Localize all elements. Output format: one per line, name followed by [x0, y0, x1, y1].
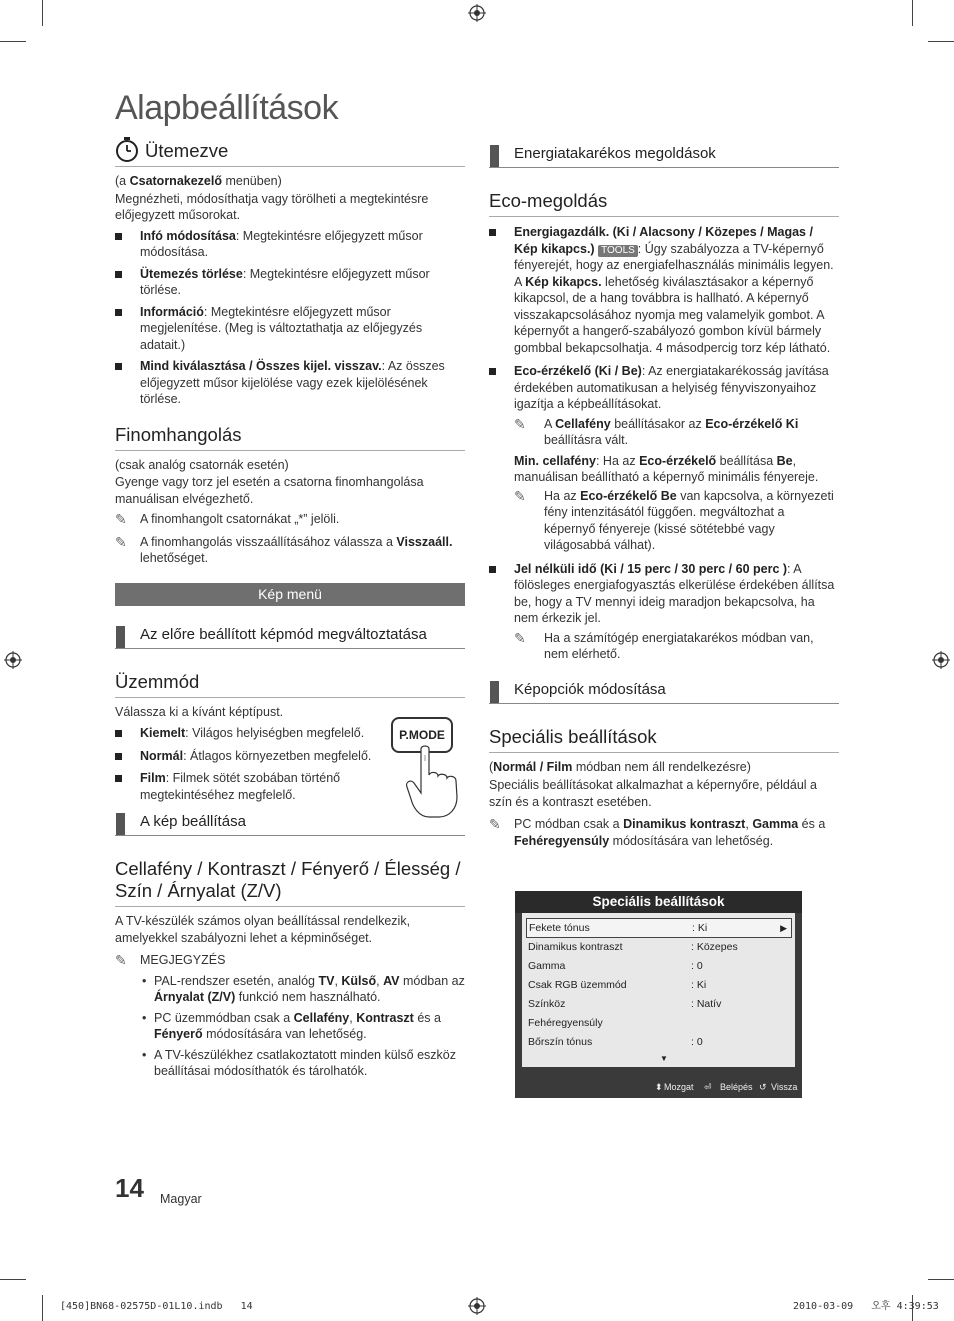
list-item: Ütemezés törlése: Megtekintésre előjegyzett műsor törlése. — [115, 266, 465, 299]
page-title: Alapbeállítások — [115, 89, 339, 127]
foot-back: Vissza — [771, 1082, 798, 1092]
list-item: • A TV-készülékhez csatlakoztatott minden külső eszköz beállításai módosíthatók és tárolhatók. — [142, 1047, 457, 1078]
page-number: 14 — [115, 1173, 144, 1203]
osd-row[interactable]: Színköz : Natív — [528, 998, 722, 1010]
pencil-icon: ✎ — [514, 629, 526, 646]
section-heading-eco: Eco-megoldás — [489, 190, 839, 217]
subsection-bar: Képopciók módosítása — [489, 681, 839, 704]
osd-row[interactable]: Bőrszín tónus : 0 — [528, 1036, 703, 1048]
crop-mark — [928, 41, 954, 42]
footer-file-info: [450]BN68-02575D-01L10.indb 14 — [60, 1301, 253, 1312]
section-heading-uzemmod: Üzemmód — [115, 671, 465, 698]
crop-mark — [0, 1279, 26, 1280]
scroll-down-icon[interactable]: ▼ — [660, 1054, 668, 1063]
crop-mark — [912, 0, 913, 26]
pencil-icon: ✎ — [514, 415, 526, 432]
intro-text: Megnézheti, módosíthatja vagy törölheti a megtekintésre előjegyzett műsorokat. — [115, 191, 429, 222]
intro-text: Gyenge vagy torz jel esetén a csatorna finomhangolása manuálisan elvégezhető. — [115, 475, 424, 506]
note: ✎ PC módban csak a Dinamikus kontraszt, Gamma és a Fehéregyensúly módosítására van lehetőség. — [489, 816, 826, 848]
pencil-icon: ✎ — [115, 533, 127, 550]
subsection-bar: Energiatakarékos megoldások — [489, 145, 839, 168]
pencil-icon: ✎ — [115, 511, 127, 527]
osd-row[interactable]: Fehéregyensúly — [528, 1017, 603, 1029]
context-note: (Normál / Film módban nem áll rendelkezésre) — [489, 759, 751, 774]
arrow-right-icon: ▶ — [780, 923, 787, 933]
page-language: Magyar — [160, 1192, 202, 1206]
enter-icon: ⏎ — [704, 1082, 712, 1092]
context-note: (a Csatornakezelő menüben) — [115, 174, 282, 188]
osd-footer — [515, 1069, 802, 1098]
list-item: Normál: Átlagos környezetben megfelelő. — [115, 748, 400, 765]
return-icon: ↺ — [759, 1082, 767, 1092]
note: ✎ MEGJEGYZÉS — [115, 952, 226, 968]
list-item: Energiagazdálk. (Ki / Alacsony / Közepes / Magas / Kép kikapcs.) TOOLS : Úgy szabályozza a TV-képernyő fényerejét, hogy az energiafelhasználás minimális legyen. A Kép kikapcs. lehetőség kiválasztásakor a képernyő kikapcsol, de a hang továbbra is hallható. A képernyő visszakapcsolásához nyomja meg valamelyik gombot. A képernyőt a hangerő-szabályozó gombon kívül bármely gombbal bekapcsolhatja. 4 másodpercig torz kép látható. — [489, 224, 839, 356]
hand-pointer-icon — [405, 745, 467, 820]
registration-mark-icon — [932, 651, 950, 669]
kep-menu-banner: Kép menü — [115, 583, 465, 606]
pencil-icon: ✎ — [115, 952, 127, 968]
list-item: • PC üzemmódban csak a Cellafény, Kontraszt és a Fényerő módosítására van lehetőség. — [142, 1010, 441, 1041]
list-item: Film: Filmek sötét szobában történő megtekintéséhez megfelelő. — [115, 770, 380, 803]
note: ✎ Ha a számítógép energiatakarékos módban van, nem elérhető. — [514, 629, 814, 661]
crop-mark — [0, 41, 26, 42]
list-item: Infó módosítása: Megtekintésre előjegyzett műsor módosítása. — [115, 228, 465, 261]
foot-enter: Belépés — [720, 1082, 753, 1092]
crop-mark — [928, 1279, 954, 1280]
list-item: • PAL-rendszer esetén, analóg TV, Külső, AV módban az Árnyalat (Z/V) funkció nem használható. — [142, 973, 465, 1004]
intro-text: Speciális beállításokat alkalmazhat a képernyőre, például a szín és a kontraszt esetében. — [489, 778, 817, 809]
section-heading-cellafeny: Cellafény / Kontraszt / Fényerő / Élesség / Szín / Árnyalat (Z/V) — [115, 858, 465, 907]
foot-move: Mozgat — [664, 1082, 694, 1092]
list-item: Mind kiválasztása / Összes kijel. visszav.: Az összes előjegyzett műsor kijelölése vagy ezek kijelölésének törlése. — [115, 358, 465, 408]
tools-badge: TOOLS — [598, 245, 638, 257]
note: ✎ Ha az Eco-érzékelő Be van kapcsolva, a környezeti fény intenzitásától függően. megváltozhat a képernyő fényereje (kissé sötétebbé vagy világosabbá válhat). — [514, 487, 834, 552]
osd-title: Speciális beállítások — [515, 891, 802, 913]
section-heading-utemezve — [115, 140, 465, 167]
osd-row-selected[interactable]: Fekete tónus : Ki ▶ — [526, 918, 792, 938]
intro-text: Válassza ki a kívánt képtípust. — [115, 704, 284, 719]
pencil-icon: ✎ — [514, 487, 526, 504]
registration-mark-icon — [468, 4, 486, 22]
crop-mark — [42, 1295, 43, 1321]
subsection-bar: A kép beállítása — [115, 813, 465, 836]
clock-icon — [115, 137, 139, 163]
right-column — [489, 140, 839, 849]
left-column — [115, 140, 465, 1080]
registration-mark-icon — [468, 1297, 486, 1315]
section-heading-special: Speciális beállítások — [489, 726, 839, 753]
list-item: Jel nélküli idő (Ki / 15 perc / 30 perc / 60 perc ): A fölösleges energiafogyasztás elkerülése érdekében állítsa be, hogy a TV mennyi ideig maradjon bekapcsolva, ha nem érkezik jel. — [489, 561, 839, 627]
osd-row[interactable]: Dinamikus kontraszt : Közepes — [528, 941, 738, 953]
heading-text: Ütemezve — [145, 140, 229, 161]
list-item: Kiemelt: Világos helyiségben megfelelő. — [115, 725, 400, 742]
osd-row[interactable]: Csak RGB üzemmód : Ki — [528, 979, 707, 991]
section-heading-finomhangolas: Finomhangolás — [115, 424, 465, 451]
updown-icon: ⬍ — [655, 1082, 663, 1092]
osd-row[interactable]: Gamma : 0 — [528, 960, 703, 972]
registration-mark-icon — [4, 651, 22, 669]
footer-timestamp: 2010-03-09 오후 4:39:53 — [793, 1301, 939, 1312]
context-note: (csak analóg csatornák esetén) — [115, 457, 289, 472]
note: ✎ A finomhangolás visszaállításához válassza a Visszaáll. lehetőséget. — [115, 533, 453, 565]
intro-text: A TV-készülék számos olyan beállítással rendelkezik, amelyekkel szabályozni lehet a képminőséget. — [115, 914, 411, 945]
crop-mark — [42, 0, 43, 26]
osd-panel — [522, 913, 795, 1067]
list-item: Információ: Megtekintésre előjegyzett műsor megjelenítése. (Meg is változtathatja az előjegyzés adatait.) — [115, 304, 465, 354]
pmode-button-illustration: P.MODE — [391, 717, 453, 753]
note: ✎ A finomhangolt csatornákat „*” jelöli. — [115, 511, 340, 527]
note: ✎ A Cellafény beállításakor az Eco-érzékelő Ki beállításra vált. — [514, 415, 799, 447]
list-item: Eco-érzékelő (Ki / Be): Az energiatakarékosság javítása érdekében automatikusan a helyiség fényviszonyaihoz igazítja a képbeállításokat. — [489, 363, 839, 413]
subsection-bar: Az előre beállított képmód megváltoztatása — [115, 626, 465, 649]
osd-menu-screenshot — [515, 891, 802, 1098]
min-cellafeny-text: Min. cellafény: Ha az Eco-érzékelő beállítása Be, manuálisan beállítható a képernyő minimális fényereje. — [514, 453, 819, 484]
pencil-icon: ✎ — [489, 816, 501, 832]
